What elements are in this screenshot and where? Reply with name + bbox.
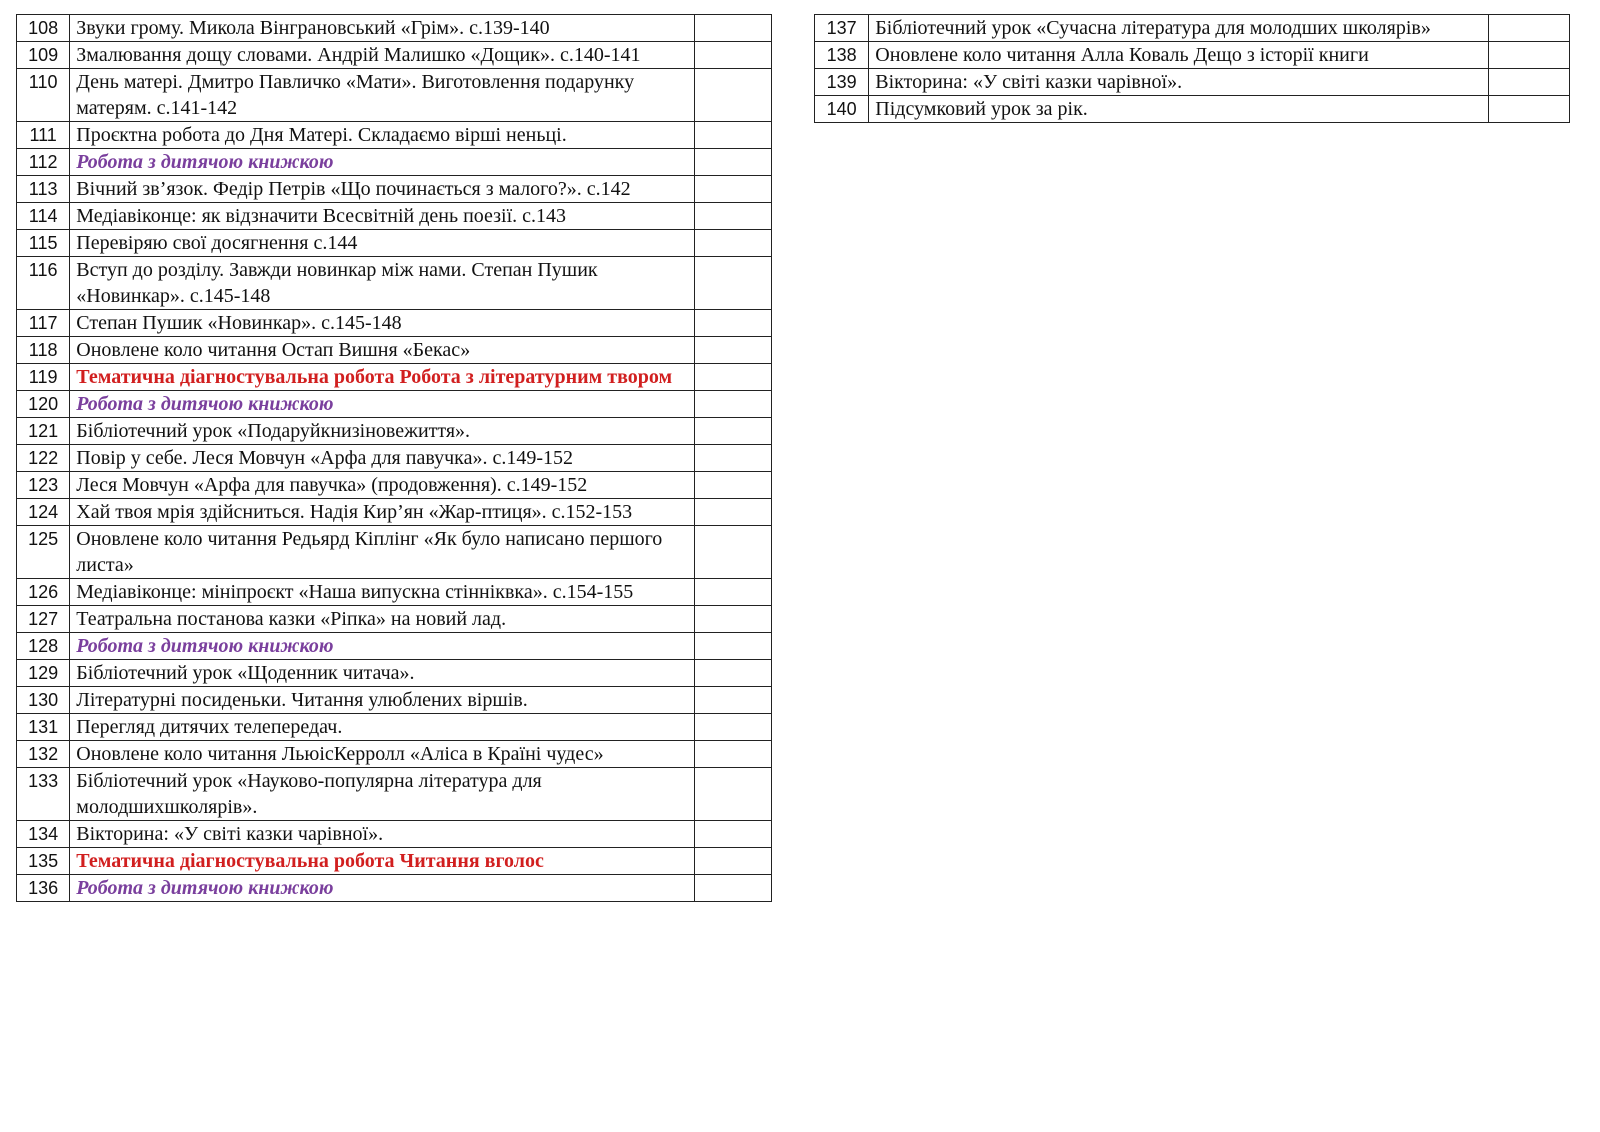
lesson-number: 136 [17, 875, 70, 902]
lesson-title: Оновлене коло читання Алла Коваль Дещо з історії книги [869, 42, 1489, 69]
table-row [17, 418, 772, 445]
lesson-mark-cell [694, 741, 771, 768]
lesson-title: Робота з дитячою книжкою [70, 149, 694, 176]
lesson-mark-cell [694, 310, 771, 337]
lesson-number: 110 [17, 69, 70, 122]
lesson-number: 119 [17, 364, 70, 391]
lesson-mark-cell [694, 526, 771, 579]
lesson-number: 112 [17, 149, 70, 176]
lesson-title: Тематична діагностувальна робота Читання вголос [70, 848, 694, 875]
lesson-title: Бібліотечний урок «Щоденник читача». [70, 660, 694, 687]
lesson-title: Бібліотечний урок «Подаруйкнизіновежиття». [70, 418, 694, 445]
table-row [17, 69, 772, 122]
lesson-title: Театральна постанова казки «Ріпка» на новий лад. [70, 606, 694, 633]
lesson-title: Перегляд дитячих телепередач. [70, 714, 694, 741]
lesson-mark-cell [694, 499, 771, 526]
lesson-number: 139 [815, 69, 869, 96]
table-row [17, 472, 772, 499]
lesson-title: Перевіряю свої досягнення с.144 [70, 230, 694, 257]
lesson-mark-cell [694, 418, 771, 445]
lesson-title: Степан Пушик «Новинкар». с.145-148 [70, 310, 694, 337]
lesson-title: Оновлене коло читання Остап Вишня «Бекас» [70, 337, 694, 364]
lesson-title: Хай твоя мрія здійсниться. Надія Кир’ян «Жар-птиця». с.152-153 [70, 499, 694, 526]
lesson-mark-cell [694, 337, 771, 364]
lesson-number: 118 [17, 337, 70, 364]
lesson-mark-cell [694, 257, 771, 310]
lesson-title: Леся Мовчун «Арфа для павучка» (продовження). с.149-152 [70, 472, 694, 499]
table-row [815, 96, 1570, 123]
lesson-mark-cell [694, 768, 771, 821]
table-row [815, 15, 1570, 42]
lesson-number: 108 [17, 15, 70, 42]
table-row [815, 69, 1570, 96]
lesson-title: Оновлене коло читання Редьярд Кіплінг «Як було написано першого листа» [70, 526, 694, 579]
table-row [17, 257, 772, 310]
lesson-table-left [16, 14, 772, 902]
lesson-number: 140 [815, 96, 869, 123]
table-row [17, 391, 772, 418]
table-row [17, 848, 772, 875]
lesson-number: 129 [17, 660, 70, 687]
table-row [17, 337, 772, 364]
table-row [17, 821, 772, 848]
lesson-title: Вічний зв’язок. Федір Петрів «Що починається з малого?». с.142 [70, 176, 694, 203]
lesson-mark-cell [694, 122, 771, 149]
table-row [17, 176, 772, 203]
lesson-number: 138 [815, 42, 869, 69]
lesson-table-right-body [815, 15, 1570, 123]
lesson-title: Вікторина: «У світі казки чарівної». [70, 821, 694, 848]
lesson-mark-cell [694, 391, 771, 418]
lesson-table-left-body [17, 15, 772, 902]
lesson-number: 121 [17, 418, 70, 445]
table-row [17, 149, 772, 176]
lesson-title: Бібліотечний урок «Сучасна література для молодших школярів» [869, 15, 1489, 42]
lesson-number: 123 [17, 472, 70, 499]
table-row [17, 15, 772, 42]
lesson-mark-cell [694, 848, 771, 875]
lesson-mark-cell [1489, 96, 1570, 123]
lesson-mark-cell [1489, 42, 1570, 69]
lesson-number: 116 [17, 257, 70, 310]
lesson-title: Вступ до розділу. Завжди новинкар між нами. Степан Пушик «Новинкар». с.145-148 [70, 257, 694, 310]
lesson-number: 131 [17, 714, 70, 741]
lesson-mark-cell [694, 821, 771, 848]
lesson-number: 126 [17, 579, 70, 606]
lesson-mark-cell [1489, 15, 1570, 42]
lesson-mark-cell [694, 687, 771, 714]
lesson-number: 114 [17, 203, 70, 230]
lesson-number: 120 [17, 391, 70, 418]
lesson-mark-cell [694, 445, 771, 472]
table-row [17, 364, 772, 391]
lesson-mark-cell [694, 579, 771, 606]
lesson-number: 132 [17, 741, 70, 768]
lesson-mark-cell [694, 203, 771, 230]
table-row [17, 203, 772, 230]
lesson-mark-cell [694, 660, 771, 687]
lesson-mark-cell [694, 176, 771, 203]
lesson-title: Тематична діагностувальна робота Робота з літературним твором [70, 364, 694, 391]
lesson-mark-cell [694, 149, 771, 176]
table-row [17, 875, 772, 902]
lesson-title: Змалювання дощу словами. Андрій Малишко «Дощик». с.140-141 [70, 42, 694, 69]
table-row [17, 660, 772, 687]
table-row [17, 526, 772, 579]
lesson-title: Повір у себе. Леся Мовчун «Арфа для павучка». с.149-152 [70, 445, 694, 472]
lesson-number: 127 [17, 606, 70, 633]
table-row [17, 714, 772, 741]
lesson-number: 128 [17, 633, 70, 660]
lesson-number: 137 [815, 15, 869, 42]
lesson-mark-cell [694, 15, 771, 42]
lesson-mark-cell [694, 364, 771, 391]
table-row [17, 741, 772, 768]
lesson-title: Медіавіконце: мініпроєкт «Наша випускна стінніквка». с.154-155 [70, 579, 694, 606]
lesson-mark-cell [694, 606, 771, 633]
lesson-title: Оновлене коло читання ЛьюісКерролл «Аліса в Країні чудес» [70, 741, 694, 768]
lesson-number: 115 [17, 230, 70, 257]
table-row [17, 42, 772, 69]
lesson-title: Літературні посиденьки. Читання улюблених віршів. [70, 687, 694, 714]
lesson-mark-cell [694, 714, 771, 741]
lesson-title: Звуки грому. Микола Вінграновський «Грім». с.139-140 [70, 15, 694, 42]
lesson-mark-cell [694, 69, 771, 122]
lesson-number: 109 [17, 42, 70, 69]
table-row [17, 687, 772, 714]
lesson-number: 130 [17, 687, 70, 714]
table-row [17, 633, 772, 660]
lesson-title: Медіавіконце: як відзначити Всесвітній день поезії. с.143 [70, 203, 694, 230]
lesson-title: Робота з дитячою книжкою [70, 875, 694, 902]
table-row [17, 445, 772, 472]
lesson-mark-cell [694, 633, 771, 660]
lesson-number: 134 [17, 821, 70, 848]
table-row [17, 230, 772, 257]
table-row [815, 42, 1570, 69]
lesson-title: Бібліотечний урок «Науково-популярна література для молодшихшколярів». [70, 768, 694, 821]
lesson-mark-cell [694, 230, 771, 257]
lesson-title: Вікторина: «У світі казки чарівної». [869, 69, 1489, 96]
lesson-table-right [814, 14, 1570, 123]
lesson-number: 124 [17, 499, 70, 526]
lesson-title: Підсумковий урок за рік. [869, 96, 1489, 123]
table-row [17, 310, 772, 337]
lesson-number: 111 [17, 122, 70, 149]
table-row [17, 606, 772, 633]
lesson-mark-cell [1489, 69, 1570, 96]
lesson-number: 122 [17, 445, 70, 472]
lesson-mark-cell [694, 42, 771, 69]
table-row [17, 499, 772, 526]
lesson-mark-cell [694, 875, 771, 902]
lesson-number: 133 [17, 768, 70, 821]
lesson-number: 125 [17, 526, 70, 579]
lesson-title: Робота з дитячою книжкою [70, 391, 694, 418]
lesson-mark-cell [694, 472, 771, 499]
lesson-number: 117 [17, 310, 70, 337]
table-row [17, 579, 772, 606]
lesson-title: Робота з дитячою книжкою [70, 633, 694, 660]
lesson-number: 113 [17, 176, 70, 203]
lesson-number: 135 [17, 848, 70, 875]
table-row [17, 122, 772, 149]
table-row [17, 768, 772, 821]
lesson-title: День матері. Дмитро Павличко «Мати». Виготовлення подарунку матерям. с.141-142 [70, 69, 694, 122]
lesson-title: Проєктна робота до Дня Матері. Складаємо вірші неньці. [70, 122, 694, 149]
